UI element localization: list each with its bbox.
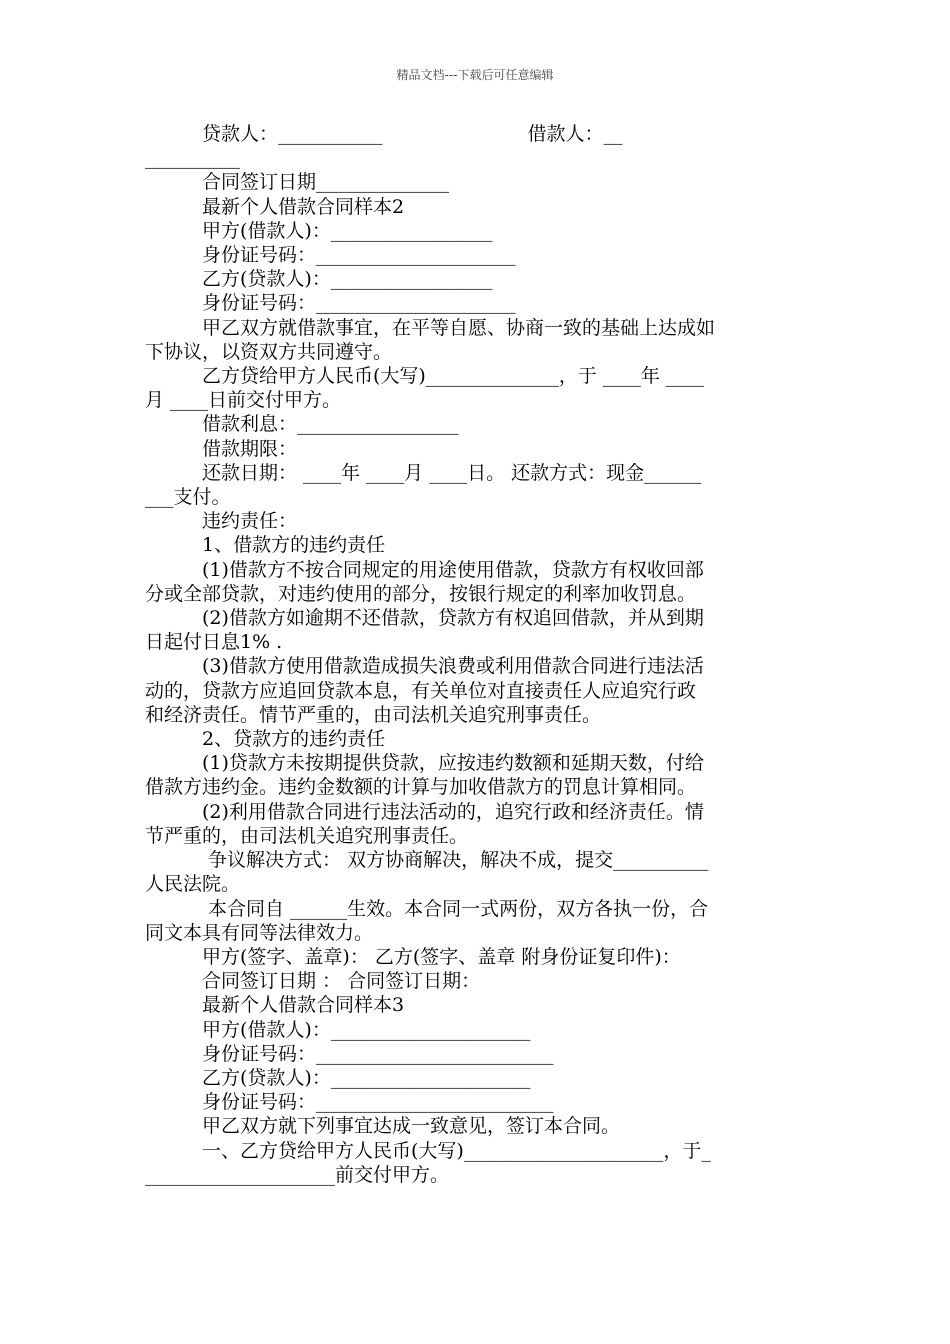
doc-line-s2-breach-1: 1、借款方的违约责任 xyxy=(202,534,386,557)
doc-line-s2-breach-2: 2、贷款方的违约责任 xyxy=(202,728,386,751)
page-header: 精品文档---下载后可任意编辑 xyxy=(396,68,554,82)
doc-line-s2-dispute-cont: 人民法院。 xyxy=(145,873,241,896)
doc-line-s2-party-b: 乙方(贷款人)：_________________ xyxy=(202,268,493,291)
doc-line-s2-breach-2-1: (1)贷款方未按期提供贷款，应按违约数额和延期天数，付给 xyxy=(202,752,704,775)
doc-line-sample-2-title: 最新个人借款合同样本2 xyxy=(202,195,405,218)
doc-line-s3-party-b-id: 身份证号码：_________________________ xyxy=(202,1091,554,1114)
doc-line-s2-signatures: 甲方(签字、盖章)： 乙方(签字、盖章 附身份证复印件)： xyxy=(202,945,681,968)
doc-line-s2-breach-2-2: (2)利用借款合同进行违法活动的，追究行政和经济责任。情 xyxy=(202,800,704,823)
doc-line-s3-party-b: 乙方(贷款人)：_____________________ xyxy=(202,1066,531,1089)
doc-line-s2-party-a: 甲方(借款人)：_________________ xyxy=(202,219,493,242)
doc-line-sign-date-1: 合同签订日期______________ xyxy=(202,171,450,194)
document-body xyxy=(145,122,807,1187)
doc-line-s2-agreement-cont: 下协议，以资双方共同遵守。 xyxy=(145,340,393,363)
doc-line-s2-term: 借款期限： xyxy=(202,437,298,460)
doc-line-s2-breach-2-2-cont: 节严重的，由司法机关追究刑事责任。 xyxy=(145,824,469,847)
doc-line-s2-breach-1-3-cont: 动的，贷款方应追回贷款本息，有关单位对直接责任人应追究行政 xyxy=(145,679,697,702)
doc-line-sample-3-title: 最新个人借款合同样本3 xyxy=(202,994,405,1017)
doc-line-s2-breach-2-1-cont: 借款方违约金。违约金数额的计算与加收借款方的罚息计算相同。 xyxy=(145,776,697,799)
doc-line-s2-party-b-id: 身份证号码：_____________________ xyxy=(202,292,516,315)
doc-line-s2-effect: 本合同自 ______生效。本合同一式两份，双方各执一份，合 xyxy=(202,897,709,920)
doc-line-s2-loan-amount: 乙方贷给甲方人民币(大写)______________，于 ____年 ____ xyxy=(202,365,704,388)
doc-line-lender-signature-cont: __________ xyxy=(145,147,240,170)
doc-line-s2-breach-1-1: (1)借款方不按合同规定的用途使用借款，贷款方有权收回部 xyxy=(202,558,704,581)
doc-line-s2-breach-1-3: (3)借款方使用借款造成损失浪费或利用借款合同进行违法活 xyxy=(202,655,704,678)
doc-line-s3-clause-1-cont: ____________________前交付甲方。 xyxy=(145,1163,450,1186)
doc-line-lender-signature: 贷款人：___________ 借款人：__ xyxy=(202,123,623,145)
doc-line-s2-breach: 违约责任： xyxy=(202,510,298,533)
doc-line-s2-dispute: 争议解决方式： 双方协商解决，解决不成，提交__________ xyxy=(202,849,709,872)
doc-line-s2-agreement: 甲乙双方就借款事宜，在平等自愿、协商一致的基础上达成如 xyxy=(202,316,716,339)
doc-line-s2-party-a-id: 身份证号码：_____________________ xyxy=(202,244,516,267)
doc-line-s3-party-a-id: 身份证号码：_________________________ xyxy=(202,1042,554,1065)
doc-line-s2-repayment: 还款日期： ____年 ____月 ____日。 还款方式：现金______ xyxy=(202,461,702,484)
doc-line-s2-loan-amount-cont: 月 ____日前交付甲方。 xyxy=(145,389,342,412)
doc-line-s3-clause-1: 一、乙方贷给甲方人民币(大写)_____________________，于_ xyxy=(202,1139,711,1162)
doc-line-s2-breach-1-3-cont2: 和经济责任。情节严重的，由司法机关追究刑事责任。 xyxy=(145,703,602,726)
doc-line-s2-breach-1-1-cont: 分或全部贷款，对违约使用的部分，按银行规定的利率加收罚息。 xyxy=(145,582,697,605)
doc-line-s2-effect-cont: 同文本具有同等法律效力。 xyxy=(145,921,374,944)
doc-line-s2-repayment-cont: ___支付。 xyxy=(145,486,231,509)
doc-line-s2-sign-dates: 合同签订日期 ： 合同签订日期： xyxy=(202,970,481,993)
doc-line-s3-agreement: 甲乙双方就下列事宜达成一致意见，签订本合同。 xyxy=(202,1115,621,1138)
doc-line-s2-interest: 借款利息：_________________ xyxy=(202,413,459,436)
doc-line-s2-breach-1-2: (2)借款方如逾期不还借款，贷款方有权追回借款，并从到期 xyxy=(202,607,704,630)
doc-line-s3-party-a: 甲方(借款人)：_____________________ xyxy=(202,1018,531,1041)
doc-line-s2-breach-1-2-cont: 日起付日息1% . xyxy=(145,631,283,654)
